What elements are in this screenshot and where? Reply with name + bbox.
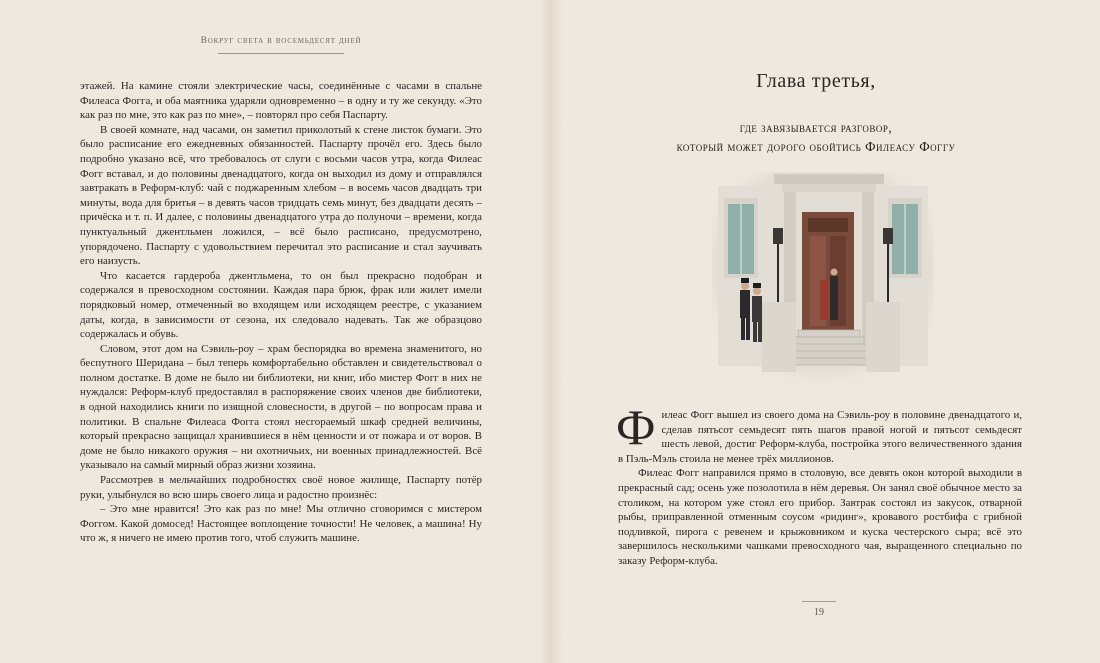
chapter-title-line: который может дорого обойтись Филеасу Фоггу [676, 139, 956, 154]
cornice-lower [782, 184, 876, 192]
paragraph: этажей. На камине стояли электрические часы, соединённые с часами в спальне Филеаса Фогга, и оба маятника ударяли одновременно – в одну и ту же секунду. «Это как раз по мне, это как раз по мне», – повторял про себя Паспарту. [80, 80, 482, 122]
running-head-rule [218, 53, 344, 54]
chapter-title [606, 118, 1026, 156]
paragraph: В своей комнате, над часами, он заметил приколотый к стене листок бумаги. Это было расписание его ежедневных обязанностей. Паспарту прочёл его. Здесь было подробно указано всё, что требовалось от слуги с восьми часов утра, когда Филеас Фогг вставал, и до половины двенадцатого, когда он выходил из дому и отправлялся завтракать в Реформ-клуб: чай с поджаренным хлебом – в восемь часов двадцать три минуты, вода для бритья – в девять часов тридцать семь минут, без двадцати десять – причёска и т. п. И далее, с половины двенадцатого утра до полуночи – времени, когда пунктуальный джентльмен ложился, – всё было расписано, предусмотрено, упорядочено. Паспарту с удовольствием перечитал это расписание и стал заучивать его наизусть. [80, 123, 482, 268]
drop-cap: Ф [616, 399, 656, 455]
page-number: 19 [814, 607, 824, 618]
side-pier-right [866, 302, 900, 372]
left-page-body [80, 79, 482, 546]
door-transom [808, 218, 848, 232]
cornice [774, 174, 884, 184]
book-gutter [539, 0, 563, 663]
paragraph: – Это мне нравится! Это как раз по мне! Мы отлично сговоримся с мистером Фоггом. Какой домосед! Настоящее воплощение точности! Не человек, а машина! Ну что ж, я ничего не имею против того, чтоб служить машине. [80, 503, 482, 545]
right-page-body [616, 399, 1022, 569]
paragraph: Словом, этот дом на Сэвиль-роу – храм беспорядка во времена знаменитого, но беспутного Шеридана – был теперь комфортабельно обставлен и свидетельствовал о полном достатке. В доме не было ни библиотеки, ни книг, ибо мистер Фогг в них не нуждался: Реформ-клуб предоставлял в распоряжение своих членов две библиотеки, в одной находились книги по изящной словесности, в другой – по вопросам права и политики. В спальне Филеаса Фогга стоял несгораемый шкаф средней величины, который прекрасно защищал хранившиеся в нём ценности и от пожара и от воров. В доме не было никакого оружия – ни охотничьих, ни военных принадлежностей. Всё указывало на самый мирный образ жизни хозяина. [80, 342, 482, 472]
page-number-rule [802, 601, 836, 602]
paragraph-text: илеас Фогг вышел из своего дома на Сэвиль-роу в половине двенадцатого и, сделав пятьсот семьдесят пять шагов правой ногой и пятьсот семьдесят шесть левой, достиг Реформ-клуба, постройка этого величественного здания в Пэль-Мэль стоила не менее трёх миллионов. [618, 409, 1022, 465]
paragraph: Что касается гардероба джентльмена, то он был прекрасно подобран и содержался в превосходном состоянии. Каждая пара брюк, фрак или жилет имели порядковый номер, отмеченный во входящем или исходящем реестре, с указанием даты, когда, в зависимости от сезона, их следовало надевать. Так же образцово содержалась и обувь. [80, 269, 482, 341]
running-head: Вокруг света в восемьдесят дней [200, 36, 362, 46]
chapter-number: Глава третья, [756, 70, 876, 92]
paragraph: Рассмотрев в мельчайших подробностях своё новое жилище, Паспарту потёр руки, улыбнулся во всю ширь своего лица и радостно произнёс: [80, 474, 482, 501]
side-pier-left [762, 302, 796, 372]
paragraph: Филеас Фогг направился прямо в столовую, все девять окон которой выходили в прекрасный сад; осень уже позолотила в нём деревья. Он занял своё обычное место за столиком, на котором уже стоял его прибор. Завтрак состоял из закусок, отварной рыбы, приправленной отменным соусом «ридинг», кровавого ростбифа с грибной подливкой, пирога с ревенем и крыжовником и куска честерского сыра; всё это завершилось несколькими чашками превосходного чая, выращенного специально по заказу Реформ-клуба. [618, 467, 1022, 567]
reform-club-entrance-illustration [712, 172, 934, 384]
paragraph [616, 399, 1022, 466]
chapter-title-line: где завязывается разговор, [739, 120, 893, 135]
